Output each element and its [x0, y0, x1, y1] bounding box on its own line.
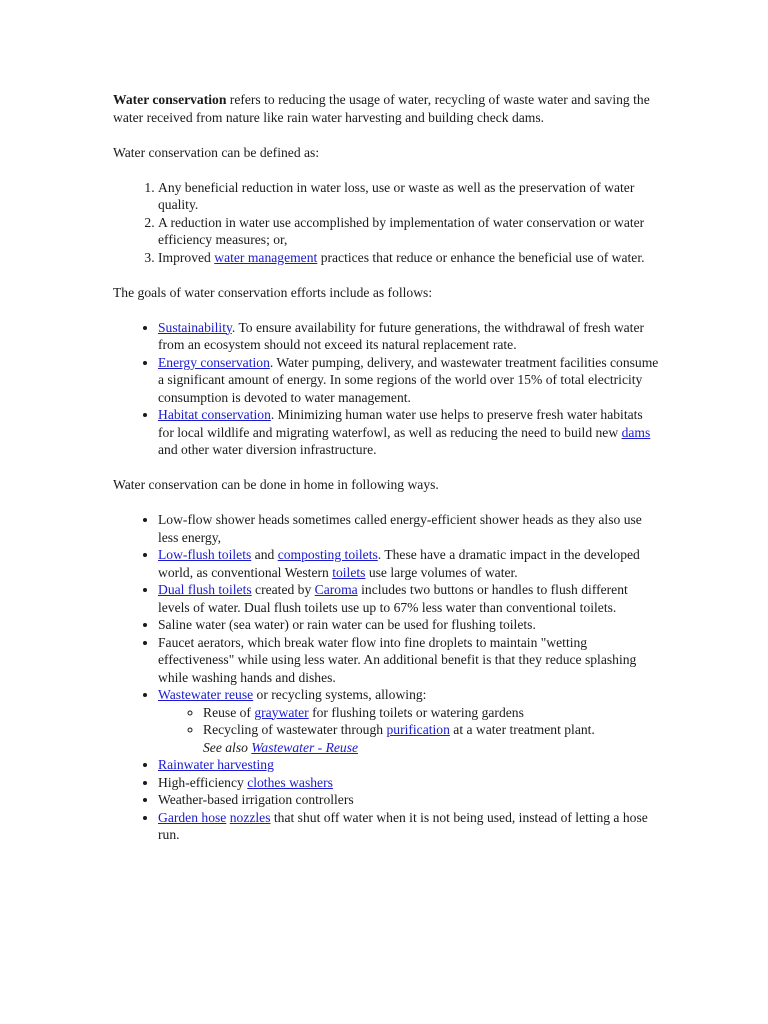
definition-text: A reduction in water use accomplished by implementation of water conservation or water efficiency measures; or, — [158, 214, 645, 247]
rainwater-harvesting-link[interactable]: Rainwater harvesting — [158, 757, 274, 772]
habitat-conservation-link[interactable]: Habitat conservation — [158, 407, 271, 422]
home-item-text: created by — [251, 582, 315, 597]
definition-item — [158, 214, 661, 249]
definition-text: Any beneficial reduction in water loss, use or waste as well as the preservation of water quality. — [158, 179, 635, 212]
home-item — [158, 774, 661, 792]
home-ways-list — [113, 511, 661, 844]
home-item — [158, 616, 661, 634]
home-heading: Water conservation can be done in home in following ways. — [113, 477, 439, 492]
home-item — [158, 581, 661, 616]
home-item-text: use large volumes of water. — [365, 564, 518, 580]
wastewater-reuse-link[interactable]: Wastewater reuse — [158, 687, 254, 702]
definition-heading: Water conservation can be defined as: — [113, 144, 320, 160]
definition-text: practices that reduce or enhance the beneficial use of water. — [317, 249, 645, 265]
subitem-text: Reuse of — [203, 704, 255, 720]
home-item — [158, 809, 661, 844]
purification-link[interactable]: purification — [386, 722, 450, 737]
toilets-link[interactable]: toilets — [332, 564, 366, 580]
goal-text: . To ensure availability for future generations, the withdrawal of fresh water from an ecosystem should not exceed its natural replacement rate. — [158, 319, 645, 352]
goal-item — [158, 354, 661, 407]
home-item-text: Weather-based irrigation controllers — [158, 792, 354, 807]
definitions-list — [113, 179, 661, 267]
water-management-link[interactable]: water management — [214, 249, 318, 265]
nozzles-link[interactable]: nozzles — [229, 809, 271, 825]
low-flush-toilets-link[interactable]: Low-flush toilets — [158, 547, 252, 562]
definition-item — [158, 249, 661, 267]
see-also-text: See also — [203, 739, 252, 755]
caroma-link[interactable]: Caroma — [314, 582, 358, 597]
subitem-text: for flushing toilets or watering gardens — [308, 704, 524, 720]
dams-link[interactable]: dams — [621, 424, 651, 440]
home-item-text: includes two buttons or handles to flush different levels of water. Dual flush toilets use up to 67% less water than conventional toilets. — [158, 582, 628, 615]
see-also-note — [158, 739, 661, 757]
goal-item — [158, 406, 661, 459]
goals-heading: The goals of water conservation efforts include as follows: — [113, 284, 433, 300]
document-body — [113, 91, 661, 861]
garden-hose-link[interactable]: Garden hose — [158, 809, 227, 825]
graywater-link[interactable]: graywater — [254, 704, 309, 720]
home-item-text: . These have a dramatic impact in the developed world, as conventional Western — [158, 547, 640, 580]
intro-term: Water conservation — [113, 92, 227, 107]
goals-list — [113, 319, 661, 459]
home-item — [158, 791, 661, 809]
subitem-text: at a water treatment plant. — [449, 722, 595, 737]
wastewater-reuse-see-also-link[interactable]: Wastewater - Reuse — [251, 739, 359, 755]
home-item — [158, 546, 661, 581]
home-item-text: Faucet aerators, which break water flow into fine droplets to maintain "wetting effectiveness" while using less water. An additional benefit is that they reduce splashing while washing hands and dishes. — [158, 634, 637, 685]
home-item — [158, 756, 661, 774]
home-item — [158, 634, 661, 687]
goal-text: . Minimizing human water use helps to preserve fresh water habitats for local wildlife and migrating waterfowl, as well as reducing the need to build new — [158, 407, 643, 440]
goal-text: . Water pumping, delivery, and wastewater treatment facilities consume a significant amount of energy. In some regions of the world over 15% of total electricity consumption is devoted to water management. — [158, 354, 659, 405]
home-item-text: Saline water (sea water) or rain water can be used for flushing toilets. — [158, 617, 536, 632]
definition-item — [158, 179, 661, 214]
energy-conservation-link[interactable]: Energy conservation — [158, 354, 270, 370]
home-item-text: High-efficiency — [158, 774, 248, 790]
home-item — [158, 686, 661, 756]
definition-text: Improved — [158, 249, 215, 265]
intro-paragraph — [113, 91, 661, 126]
goal-item — [158, 319, 661, 354]
home-item-text: and — [251, 547, 278, 562]
home-item — [158, 511, 661, 546]
sustainability-link[interactable]: Sustainability — [158, 319, 232, 335]
composting-toilets-link[interactable]: composting toilets — [277, 547, 378, 562]
subitem-text: Recycling of wastewater through — [203, 722, 387, 737]
home-item-text: Low-flow shower heads sometimes called energy-efficient shower heads as they also use less energy, — [158, 512, 642, 545]
home-item-text: or recycling systems, allowing: — [253, 687, 427, 702]
reuse-sublist — [158, 704, 661, 739]
dual-flush-toilets-link[interactable]: Dual flush toilets — [158, 582, 252, 597]
reuse-subitem — [203, 704, 661, 722]
reuse-subitem — [203, 721, 661, 739]
intro-text: refers to reducing the usage of water, recycling of waste water and saving the water received from nature like rain water harvesting and building check dams. — [113, 92, 650, 125]
goal-text: and other water diversion infrastructure. — [158, 442, 377, 457]
home-item-text: that shut off water when it is not being used, instead of letting a hose run. — [158, 809, 648, 842]
clothes-washers-link[interactable]: clothes washers — [247, 774, 333, 790]
